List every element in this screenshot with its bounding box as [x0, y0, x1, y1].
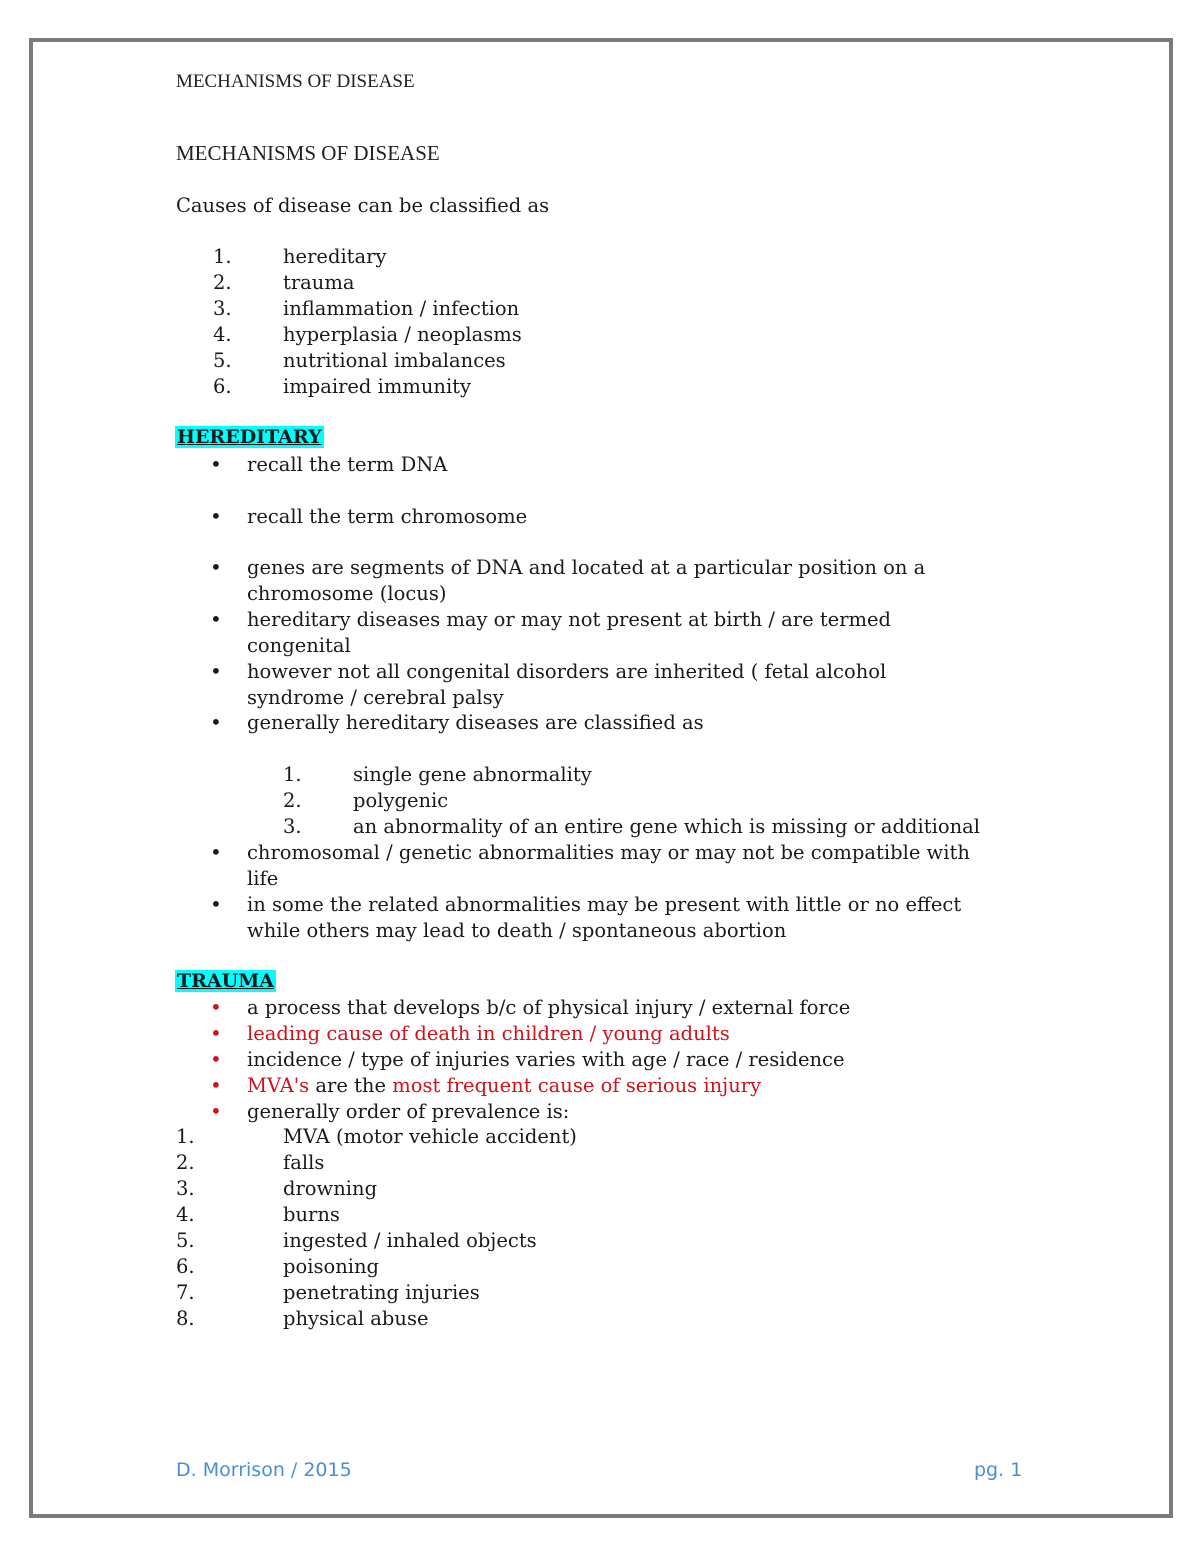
cause-number: 5. [213, 349, 232, 372]
trauma-bullet-text: incidence / type of injuries varies with age / race / residence [247, 1048, 845, 1071]
cause-text: hyperplasia / neoplasms [283, 323, 522, 346]
trauma-bullet-line [247, 1022, 730, 1045]
prevalence-number: 7. [176, 1281, 195, 1304]
prevalence-text: MVA (motor vehicle accident) [283, 1125, 577, 1148]
bullet-icon: • [210, 1073, 222, 1097]
bullet-icon: • [210, 659, 222, 683]
trauma-bullet-text: most frequent cause of serious injury [392, 1074, 762, 1097]
hereditary-bullet-line: chromosome (locus) [247, 582, 447, 605]
trauma-bullet-line [247, 996, 850, 1019]
cause-text: impaired immunity [283, 375, 472, 398]
prevalence-text: penetrating injuries [283, 1281, 480, 1304]
prevalence-number: 8. [176, 1307, 195, 1330]
bullet-icon: • [210, 995, 222, 1019]
prevalence-number: 4. [176, 1203, 195, 1226]
prevalence-number: 3. [176, 1177, 195, 1200]
page-border [29, 38, 1173, 1518]
trauma-bullet-text: are the [309, 1074, 393, 1097]
intro-text: Causes of disease can be classified as [176, 194, 550, 217]
prevalence-text: ingested / inhaled objects [283, 1229, 537, 1252]
bullet-icon: • [210, 504, 222, 528]
cause-number: 3. [213, 297, 232, 320]
trauma-bullet-text: MVA's [247, 1074, 310, 1097]
sublist-number: 1. [283, 763, 302, 786]
bullet-icon: • [210, 1021, 222, 1045]
cause-text: nutritional imbalances [283, 349, 506, 372]
hereditary-bullet-line: genes are segments of DNA and located at a particular position on a [247, 556, 926, 579]
bullet-icon: • [210, 452, 222, 476]
prevalence-number: 2. [176, 1151, 195, 1174]
hereditary-bullet-line: generally hereditary diseases are classified as [247, 711, 704, 734]
sublist-text: polygenic [353, 789, 449, 812]
prevalence-number: 6. [176, 1255, 195, 1278]
trauma-bullet-line [247, 1074, 761, 1097]
hereditary-bullet-line: congenital [247, 634, 351, 657]
prevalence-text: drowning [283, 1177, 378, 1200]
hereditary-heading: HEREDITARY [177, 426, 322, 448]
cause-number: 4. [213, 323, 232, 346]
sublist-number: 2. [283, 789, 302, 812]
sublist-text: an abnormality of an entire gene which is missing or additional [353, 815, 980, 838]
trauma-bullet-text: generally order of prevalence is: [247, 1100, 570, 1123]
trauma-bullet-line [247, 1100, 569, 1123]
hereditary-bullet-line: hereditary diseases may or may not present at birth / are termed [247, 608, 892, 631]
trauma-bullet-text: leading cause of death in children / young adults [247, 1022, 730, 1045]
prevalence-text: poisoning [283, 1255, 380, 1278]
hereditary-continued-bullet-line: chromosomal / genetic abnormalities may or may not be compatible with [247, 841, 970, 864]
prevalence-text: burns [283, 1203, 340, 1226]
prevalence-number: 1. [176, 1125, 195, 1148]
hereditary-bullet-line: syndrome / cerebral palsy [247, 686, 504, 709]
bullet-icon: • [210, 710, 222, 734]
prevalence-text: physical abuse [283, 1307, 429, 1330]
cause-text: hereditary [283, 245, 387, 268]
prevalence-text: falls [283, 1151, 325, 1174]
trauma-bullet-text: a process that develops b/c of physical injury / external force [247, 996, 851, 1019]
bullet-icon: • [210, 892, 222, 916]
trauma-heading: TRAUMA [177, 970, 275, 992]
hereditary-bullet-line: recall the term DNA [247, 453, 448, 476]
hereditary-continued-bullet-line: life [247, 867, 279, 890]
bullet-icon: • [210, 1047, 222, 1071]
cause-number: 6. [213, 375, 232, 398]
bullet-icon: • [210, 607, 222, 631]
footer-page-number: pg. 1 [974, 1459, 1023, 1481]
bullet-icon: • [210, 555, 222, 579]
bullet-icon: • [210, 840, 222, 864]
prevalence-number: 5. [176, 1229, 195, 1252]
bullet-icon: • [210, 1099, 222, 1123]
hereditary-bullet-line: however not all congenital disorders are inherited ( fetal alcohol [247, 660, 887, 683]
document-title: MECHANISMS OF DISEASE [176, 141, 440, 165]
cause-text: inflammation / infection [283, 297, 520, 320]
cause-number: 1. [213, 245, 232, 268]
cause-text: trauma [283, 271, 355, 294]
sublist-text: single gene abnormality [353, 763, 592, 786]
trauma-bullet-line [247, 1048, 845, 1071]
cause-number: 2. [213, 271, 232, 294]
hereditary-continued-bullet-line: while others may lead to death / spontaneous abortion [247, 919, 787, 942]
running-header: MECHANISMS OF DISEASE [176, 71, 415, 92]
sublist-number: 3. [283, 815, 302, 838]
hereditary-continued-bullet-line: in some the related abnormalities may be present with little or no effect [247, 893, 962, 916]
footer-author: D. Morrison / 2015 [176, 1459, 352, 1481]
hereditary-bullet-line: recall the term chromosome [247, 505, 528, 528]
